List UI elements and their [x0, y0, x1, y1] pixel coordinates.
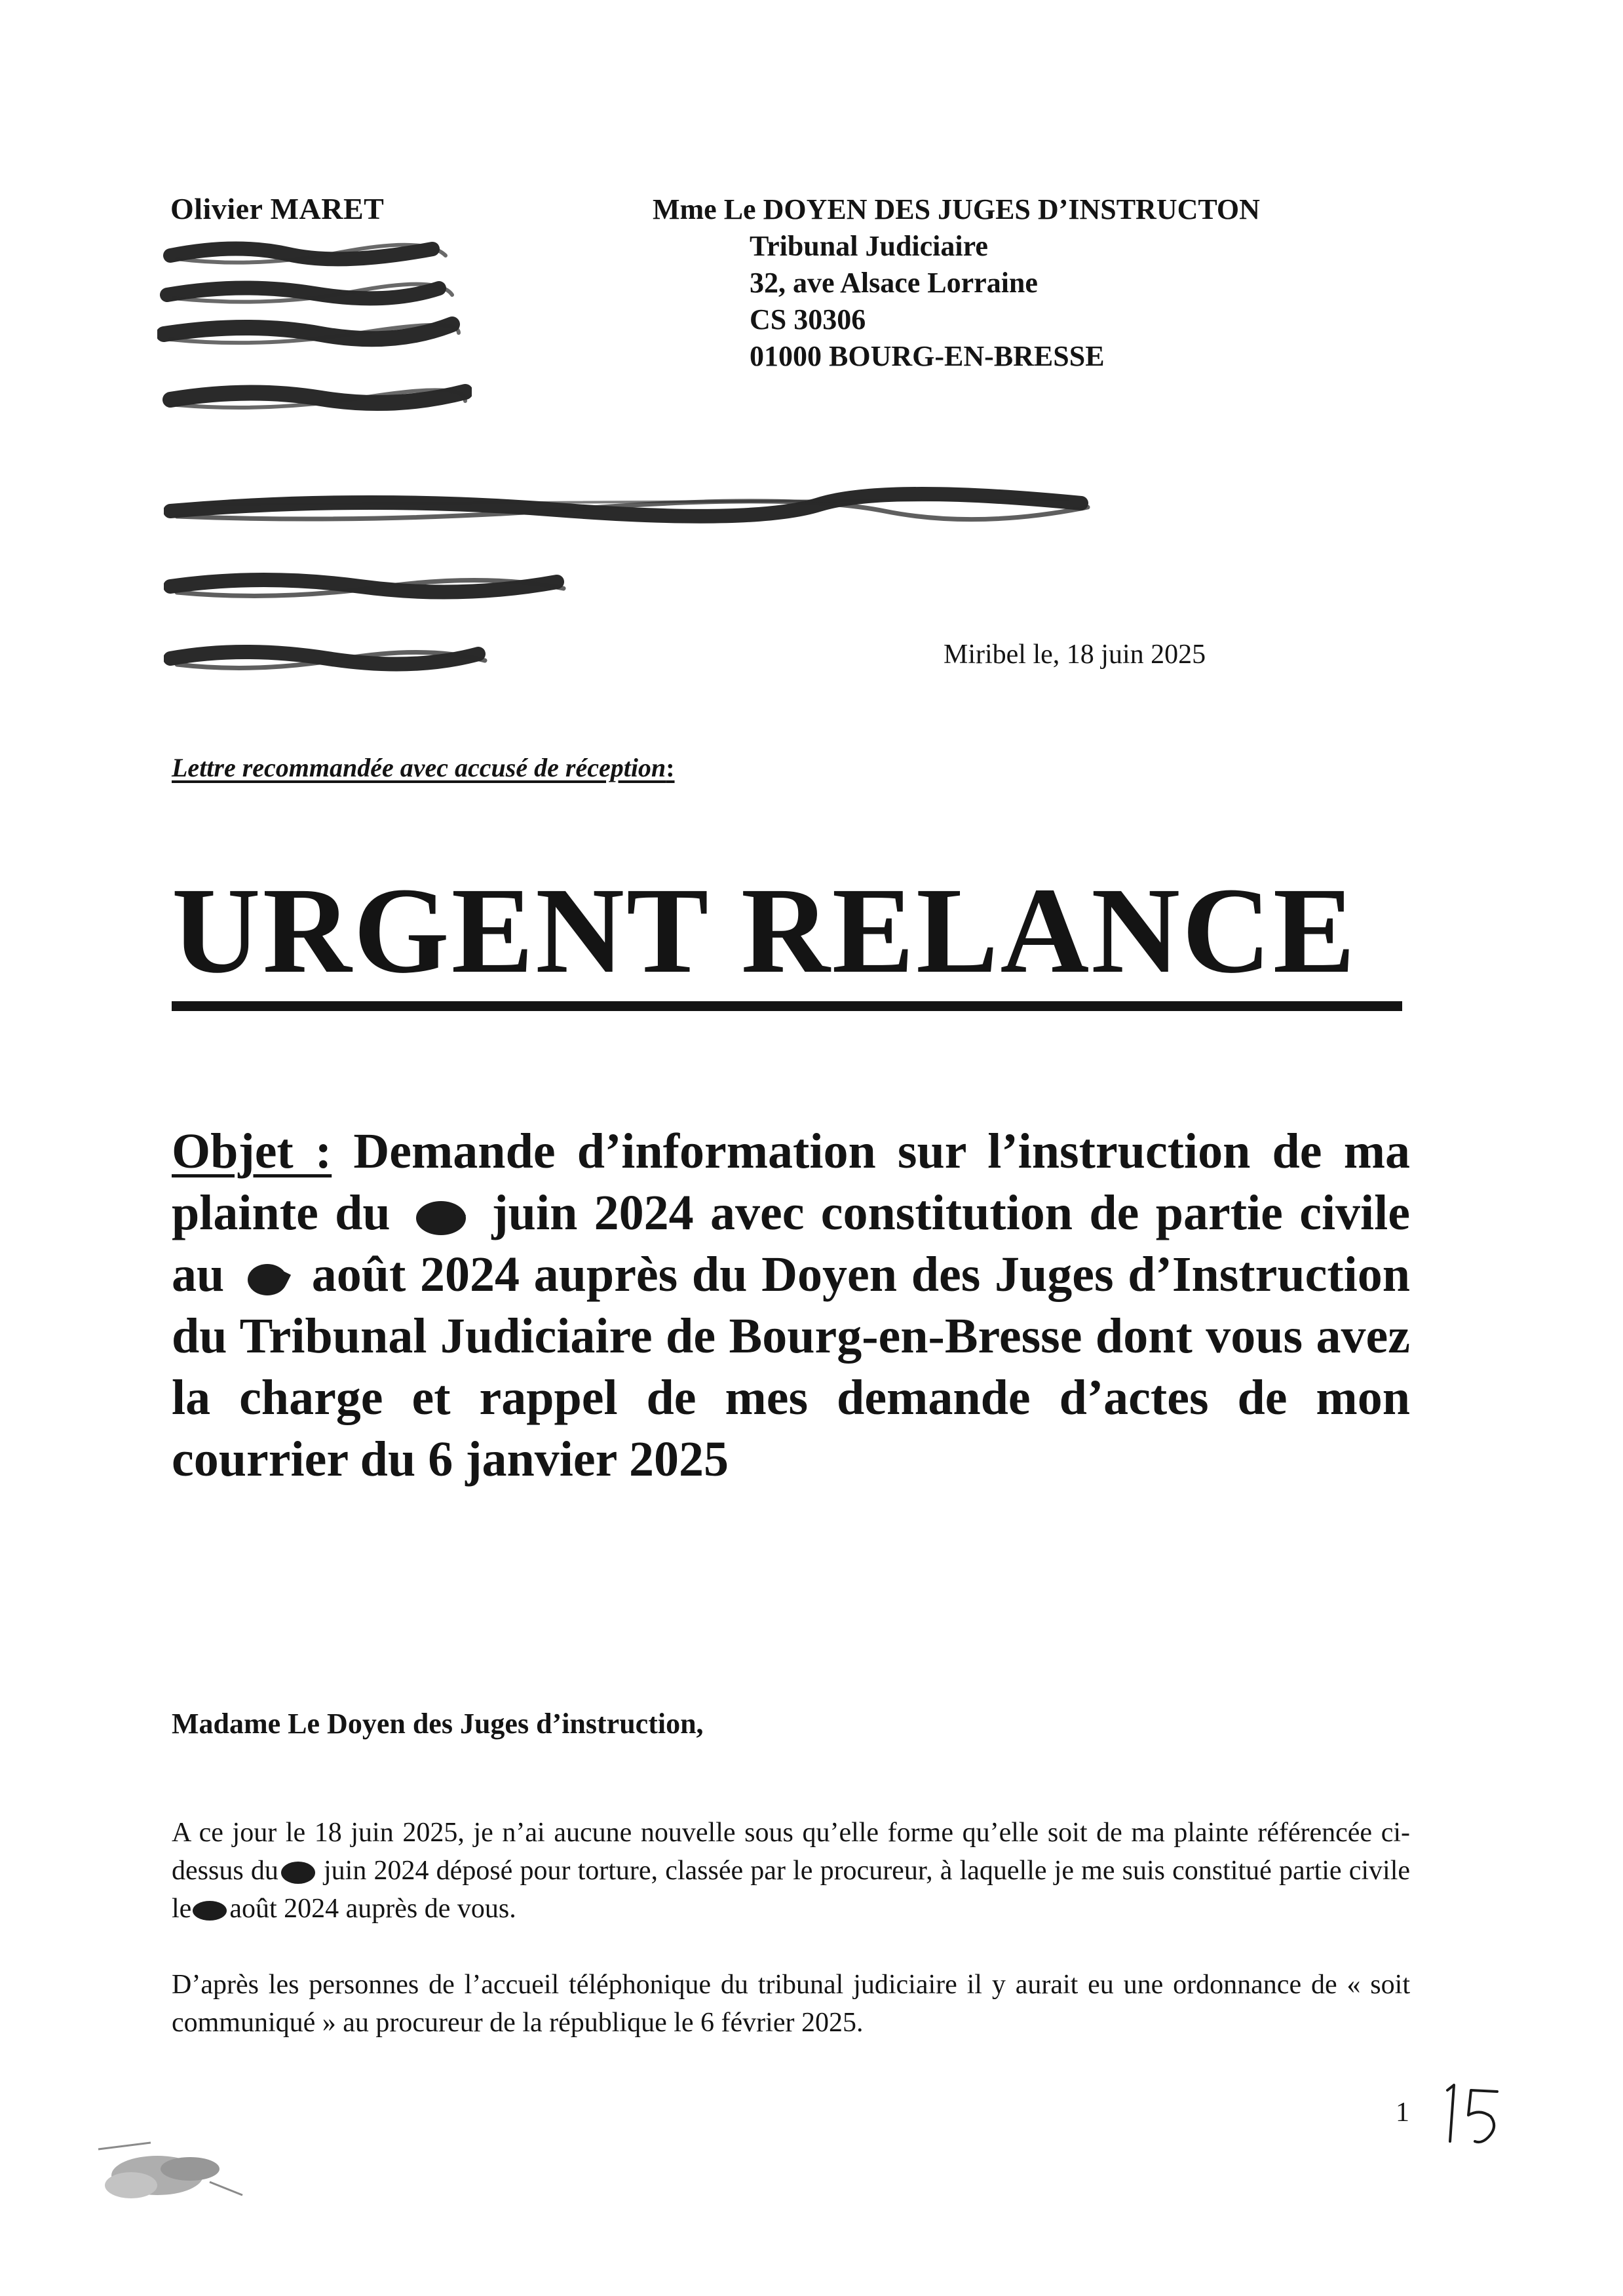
scan-smudge — [79, 2123, 262, 2221]
subject-text-1: Demande d’information sur l’instruction de ma plainte du — [172, 1124, 1410, 1240]
paragraph-1-text-2: juin 2024 déposé pour torture, classée par le procureur, à laquelle je me suis constitué partie civile le — [172, 1856, 1410, 1924]
redacted-address-line-2 — [164, 564, 570, 609]
registered-mail-note — [172, 752, 675, 783]
place-date: Miribel le, 18 juin 2025 — [944, 640, 1206, 670]
redaction-blot-icon — [191, 1896, 229, 1925]
body-paragraph-2: D’après les personnes de l’accueil téléphonique du tribunal judiciaire il y aurait eu une ordonnance de « soit communiqué » au procureur de la république le 6 février 2025. — [172, 1970, 1410, 2038]
redacted-sender-address — [157, 229, 472, 426]
recipient-line-4: CS 30306 — [750, 303, 866, 335]
recipient-line-3: 32, ave Alsace Lorraine — [750, 267, 1038, 299]
recipient-line-1: Mme Le DOYEN DES JUGES D’INSTRUCTON — [653, 193, 1260, 225]
redaction-blot-icon — [413, 1197, 468, 1239]
page-title: URGENT RELANCE — [172, 862, 1358, 999]
redaction-blot-icon — [278, 1858, 316, 1887]
redacted-address-line-1 — [164, 485, 1094, 531]
redaction-blot-icon — [245, 1260, 291, 1299]
subject-block — [172, 1120, 1410, 1490]
paragraph-1-text-3: août 2024 auprès de vous. — [229, 1894, 516, 1924]
handwritten-annotation-icon — [1438, 2077, 1510, 2149]
title-underline — [172, 1001, 1402, 1011]
page-number: 1 — [1396, 2097, 1409, 2128]
body-paragraph-1 — [172, 1814, 1410, 1928]
subject-label: Objet : — [172, 1124, 332, 1179]
recipient-address — [653, 191, 1260, 375]
recipient-line-5: 01000 BOURG-EN-BRESSE — [750, 340, 1105, 372]
redacted-address-line-3 — [164, 636, 491, 681]
salutation: Madame Le Doyen des Juges d’instruction, — [172, 1708, 704, 1740]
subject-text-2: juin 2024 avec constitution de partie civile au — [172, 1185, 1411, 1302]
registered-mail-colon: : — [666, 753, 675, 782]
recipient-line-2: Tribunal Judiciaire — [750, 230, 988, 262]
paragraph-1-text-1: A ce jour le 18 juin 2025, je n’ai aucune nouvelle sous qu’elle forme qu’elle soit de ma plainte référencée ci-dessus du — [172, 1818, 1410, 1886]
subject-text-3: août 2024 auprès du Doyen des Juges d’Instruction du Tribunal Judiciaire de Bourg-en-Bresse dont vous avez la charge et rappel de mes demande d’actes de mon courrier du 6 janvier 2025 — [172, 1247, 1411, 1487]
registered-mail-text: Lettre recommandée avec accusé de réception — [172, 753, 666, 782]
sender-name: Olivier MARET — [170, 192, 385, 225]
